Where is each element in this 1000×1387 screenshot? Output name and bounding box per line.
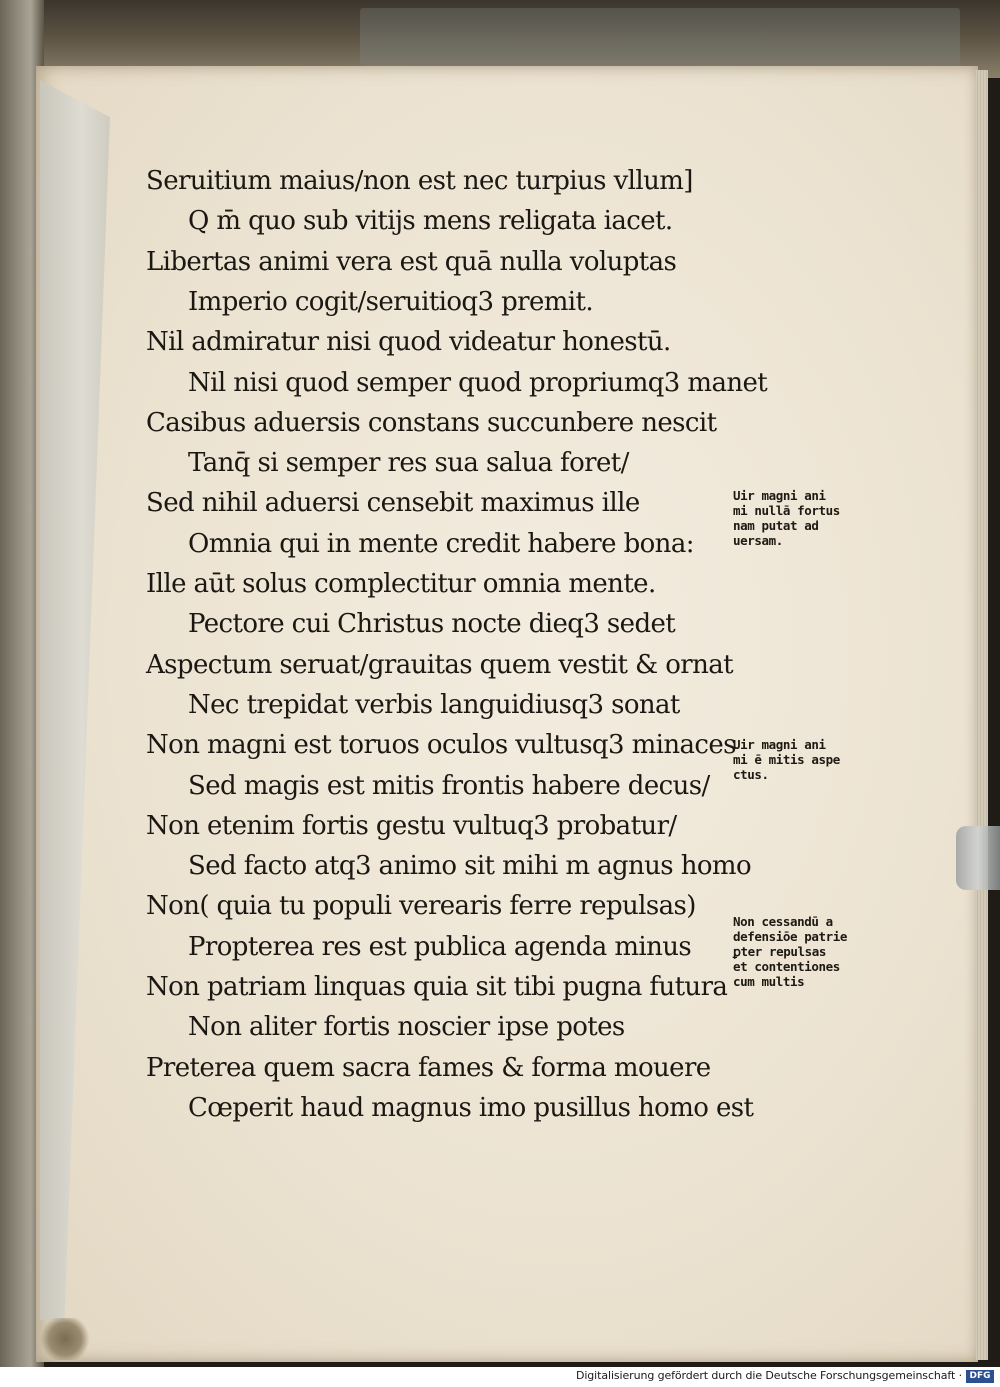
verse-line: Nil admiratur nisi quod videatur honestū. <box>146 327 671 358</box>
marginal-note-line: cum multis <box>733 974 805 989</box>
verse-line: Nil nisi quod semper quod propriumq3 manet <box>188 367 768 398</box>
verse-line: Casibus aduersis constans succunbere nescit <box>146 407 717 438</box>
verse-line: Preterea quem sacra fames & forma mouere <box>146 1052 711 1083</box>
verse-line: Non magni est toruos oculos vultusq3 minaces <box>146 730 736 761</box>
verse-line: Aspectum seruat/grauitas quem vestit & ornat <box>146 649 733 680</box>
marginal-note-line: ctus. <box>733 767 769 782</box>
marginal-note-line: ꝑter repulsas <box>733 944 827 959</box>
marginal-note-line: Non cessandū a <box>733 914 833 929</box>
verse-line: Pectore cui Christus nocte dieq3 sedet <box>188 609 676 640</box>
marginal-note-line: Uir magni ani <box>733 737 826 752</box>
footer-credit-text: Digitalisierung gefördert durch die Deutsche Forschungsgemeinschaft · <box>575 1369 962 1382</box>
verse-line: Sed magis est mitis frontis habere decus/ <box>188 770 710 801</box>
verse-line: Imperio cogit/seruitioq3 premit. <box>188 286 594 317</box>
marginal-note-line: mi ē mitis aspe <box>733 752 840 767</box>
verse-line: Non( quia tu populi verearis ferre repulsas) <box>146 891 696 922</box>
verse-line: Omnia qui in mente credit habere bona: <box>188 528 694 559</box>
marginal-note <box>733 737 840 782</box>
verse-line: Sed nihil aduersi censebit maximus ille <box>146 488 640 519</box>
marginal-note-line: nam putat ad <box>733 518 819 533</box>
marginal-note <box>733 914 847 989</box>
verse-line: Tanq̄ si semper res sua salua foret/ <box>188 448 629 479</box>
digitization-footer <box>0 1367 1000 1387</box>
verse-line: Non aliter fortis noscier ipse potes <box>188 1012 625 1043</box>
verse-line: Non patriam linquas quia sit tibi pugna futura <box>146 972 728 1002</box>
verse-line: Propterea res est publica agenda minus <box>188 931 692 962</box>
verse-line: Cœperit haud magnus imo pusillus homo est <box>188 1092 754 1123</box>
marginal-note-line: defensiōe patrie <box>733 929 848 944</box>
verse-line: Q m̄ quo sub vitijs mens religata iacet. <box>188 206 673 237</box>
verse-line: Seruitium maius/non est nec turpius vllum] <box>146 166 693 196</box>
verse-line: Sed facto atq3 animo sit mihi m agnus homo <box>188 851 752 882</box>
verse-line: Nec trepidat verbis languidiusq3 sonat <box>188 689 680 720</box>
marginal-note-line: mi nullā fortus <box>733 503 840 518</box>
dfg-logo-icon: DFG <box>966 1370 994 1383</box>
marginal-note-line: Uir magni ani <box>733 488 826 503</box>
marginal-note <box>733 488 840 548</box>
marginal-note-line: uersam. <box>733 533 783 548</box>
verse-line: Non etenim fortis gestu vultuq3 probatur/ <box>146 810 677 841</box>
marginal-note-line: et contentiones <box>733 959 840 974</box>
verse-line: Ille aūt solus complectitur omnia mente. <box>146 569 656 599</box>
verse-line: Libertas animi vera est quā nulla voluptas <box>146 246 677 277</box>
